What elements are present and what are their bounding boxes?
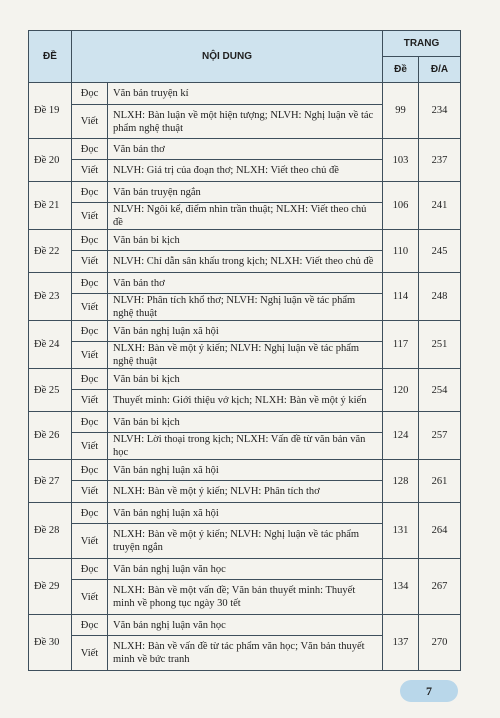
page-da: 270 (419, 615, 461, 671)
page-de: 114 (383, 273, 419, 321)
page-da: 264 (419, 503, 461, 559)
toc-row-doc (29, 460, 461, 481)
page-da: 237 (419, 139, 461, 182)
viet-content: NLVH: Chỉ dẫn sân khấu trong kịch; NLXH: Viết theo chủ đề (108, 251, 383, 273)
doc-content: Văn bản bi kịch (108, 369, 383, 390)
exam-label: Đề 21 (29, 182, 72, 230)
doc-content: Văn bản truyện ngắn (108, 182, 383, 203)
toc-row-doc (29, 139, 461, 160)
page-de: 99 (383, 83, 419, 139)
page-da: 251 (419, 321, 461, 369)
viet-content: NLXH: Bàn về vấn đề từ tác phẩm văn học; Văn bản thuyết minh về bức tranh (108, 636, 383, 671)
exam-label: Đề 26 (29, 412, 72, 460)
toc-row-doc (29, 321, 461, 342)
toc-row-doc (29, 182, 461, 203)
section-type-doc: Đọc (72, 230, 108, 251)
exam-label: Đề 23 (29, 273, 72, 321)
section-type-doc: Đọc (72, 559, 108, 580)
exam-label: Đề 28 (29, 503, 72, 559)
viet-content: NLXH: Bàn về một ý kiến; NLVH: Phân tích thơ (108, 481, 383, 503)
exam-label: Đề 29 (29, 559, 72, 615)
page-de: 128 (383, 460, 419, 503)
page-da: 248 (419, 273, 461, 321)
section-type-viet: Viết (72, 342, 108, 369)
section-type-doc: Đọc (72, 139, 108, 160)
header-de: ĐỀ (29, 31, 72, 83)
exam-label: Đề 20 (29, 139, 72, 182)
page-de: 106 (383, 182, 419, 230)
viet-content: Thuyết minh: Giới thiệu vở kịch; NLXH: Bàn về một ý kiến (108, 390, 383, 412)
toc-body (29, 83, 461, 671)
toc-row-doc (29, 83, 461, 105)
doc-content: Văn bản nghị luận văn học (108, 615, 383, 636)
doc-content: Văn bản nghị luận xã hội (108, 321, 383, 342)
page-de: 117 (383, 321, 419, 369)
section-type-doc: Đọc (72, 182, 108, 203)
section-type-viet: Viết (72, 433, 108, 460)
doc-content: Văn bản bi kịch (108, 230, 383, 251)
viet-content: NLVH: Phân tích khổ thơ; NLVH: Nghị luận về tác phẩm nghệ thuật (108, 294, 383, 321)
toc-row-doc (29, 615, 461, 636)
toc-row-doc (29, 412, 461, 433)
doc-content: Văn bản truyện kí (108, 83, 383, 105)
header-page-da: Đ/A (419, 57, 461, 83)
page-de: 134 (383, 559, 419, 615)
doc-content: Văn bản thơ (108, 139, 383, 160)
page-de: 131 (383, 503, 419, 559)
page-da: 261 (419, 460, 461, 503)
section-type-viet: Viết (72, 636, 108, 671)
toc-row-doc (29, 230, 461, 251)
page-da: 254 (419, 369, 461, 412)
toc-row-doc (29, 503, 461, 524)
section-type-viet: Viết (72, 294, 108, 321)
page-de: 124 (383, 412, 419, 460)
section-type-viet: Viết (72, 251, 108, 273)
doc-content: Văn bản bi kịch (108, 412, 383, 433)
page-da: 245 (419, 230, 461, 273)
table-of-contents (28, 30, 461, 671)
exam-label: Đề 27 (29, 460, 72, 503)
section-type-doc: Đọc (72, 321, 108, 342)
doc-content: Văn bản nghị luận xã hội (108, 460, 383, 481)
exam-label: Đề 30 (29, 615, 72, 671)
section-type-viet: Viết (72, 105, 108, 139)
page-de: 120 (383, 369, 419, 412)
doc-content: Văn bản nghị luận xã hội (108, 503, 383, 524)
toc-row-doc (29, 273, 461, 294)
section-type-viet: Viết (72, 160, 108, 182)
exam-label: Đề 19 (29, 83, 72, 139)
section-type-doc: Đọc (72, 460, 108, 481)
page-number-badge: 7 (400, 680, 458, 702)
page-da: 267 (419, 559, 461, 615)
exam-label: Đề 25 (29, 369, 72, 412)
section-type-doc: Đọc (72, 503, 108, 524)
section-type-doc: Đọc (72, 615, 108, 636)
toc-row-doc (29, 369, 461, 390)
viet-content: NLVH: Ngôi kể, điểm nhìn trần thuật; NLXH: Viết theo chủ đề (108, 203, 383, 230)
section-type-doc: Đọc (72, 412, 108, 433)
viet-content: NLXH: Bàn luận về một hiện tượng; NLVH: Nghị luận về tác phẩm nghệ thuật (108, 105, 383, 139)
viet-content: NLXH: Bàn về một ý kiến; NLVH: Nghị luận về tác phẩm truyện ngắn (108, 524, 383, 559)
section-type-viet: Viết (72, 390, 108, 412)
page-de: 137 (383, 615, 419, 671)
viet-content: NLVH: Giá trị của đoạn thơ; NLXH: Viết theo chủ đề (108, 160, 383, 182)
section-type-doc: Đọc (72, 273, 108, 294)
exam-label: Đề 24 (29, 321, 72, 369)
page-de: 103 (383, 139, 419, 182)
section-type-viet: Viết (72, 203, 108, 230)
toc-row-doc (29, 559, 461, 580)
exam-label: Đề 22 (29, 230, 72, 273)
doc-content: Văn bản thơ (108, 273, 383, 294)
page-da: 241 (419, 182, 461, 230)
section-type-doc: Đọc (72, 369, 108, 390)
section-type-doc: Đọc (72, 83, 108, 105)
header-page-de: Đề (383, 57, 419, 83)
doc-content: Văn bản nghị luận văn học (108, 559, 383, 580)
page-da: 257 (419, 412, 461, 460)
header-trang: TRANG (383, 31, 461, 57)
header-noi-dung: NỘI DUNG (72, 31, 383, 83)
viet-content: NLXH: Bàn về một vấn đề; Văn bản thuyết minh: Thuyết minh về phong tục ngày 30 tết (108, 580, 383, 615)
viet-content: NLXH: Bàn về một ý kiến; NLVH: Nghị luận về tác phẩm nghệ thuật (108, 342, 383, 369)
page-da: 234 (419, 83, 461, 139)
viet-content: NLVH: Lời thoại trong kịch; NLXH: Vấn đề từ văn bản văn học (108, 433, 383, 460)
section-type-viet: Viết (72, 580, 108, 615)
page-de: 110 (383, 230, 419, 273)
section-type-viet: Viết (72, 524, 108, 559)
section-type-viet: Viết (72, 481, 108, 503)
